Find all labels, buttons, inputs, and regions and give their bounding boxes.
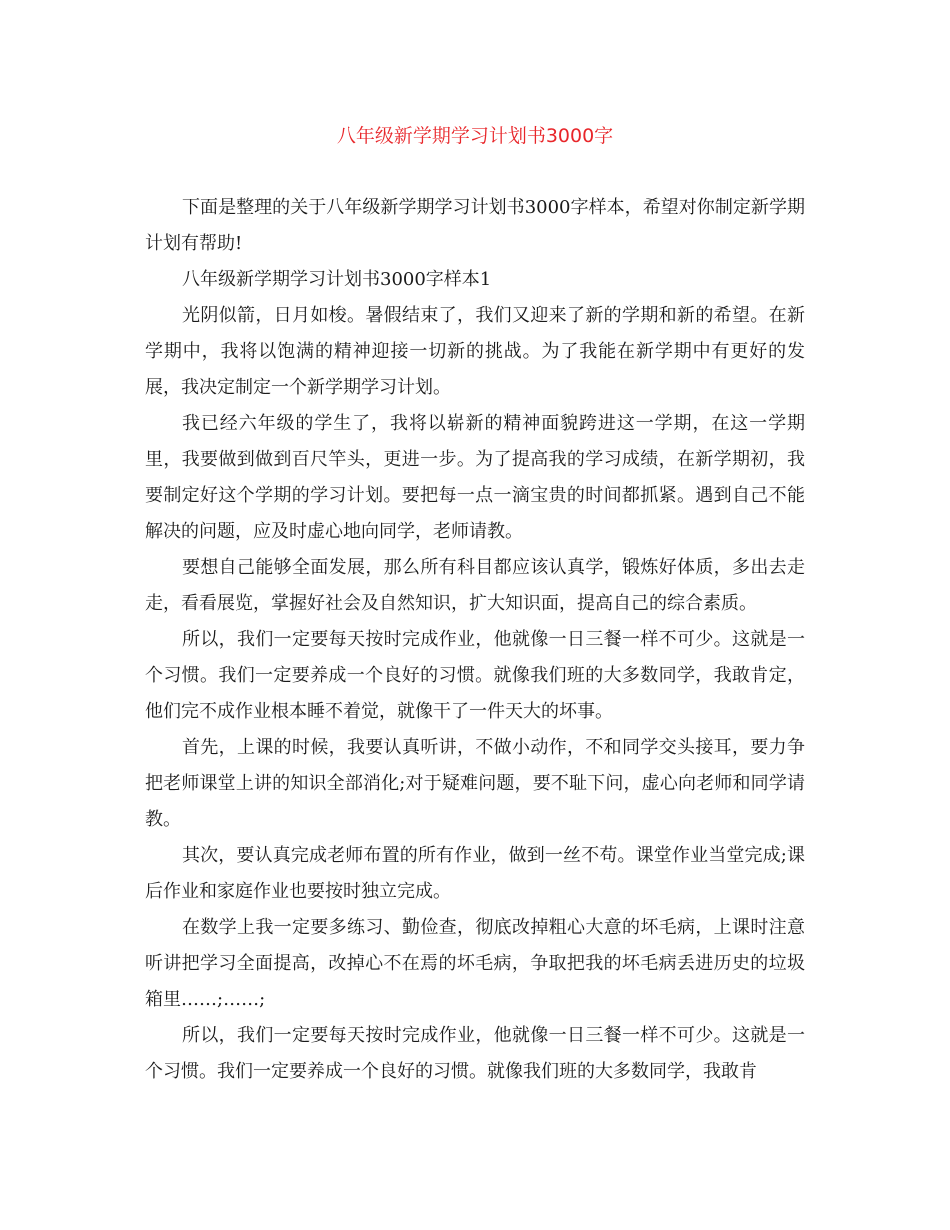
document-title: 八年级新学期学习计划书3000字 bbox=[336, 125, 614, 147]
paragraph: 在数学上我一定要多练习、勤俭查，彻底改掉粗心大意的坏毛病，上课时注意听讲把学习全面提高，改掉心不在焉的坏毛病，争取把我的坏毛病丢进历史的垃圾箱里……;……; bbox=[145, 917, 805, 1010]
paragraph: 其次，要认真完成老师布置的所有作业，做到一丝不苟。课堂作业当堂完成;课后作业和家庭作业也要按时独立完成。 bbox=[145, 845, 805, 902]
paragraph: 所以，我们一定要每天按时完成作业，他就像一日三餐一样不可少。这就是一个习惯。我们一定要养成一个良好的习惯。就像我们班的大多数同学，我敢肯定，他们完不成作业根本睡不着觉，就像干了一件天大的坏事。 bbox=[145, 629, 805, 722]
document-body bbox=[145, 190, 805, 1090]
paragraph-intro: 下面是整理的关于八年级新学期学习计划书3000字样本，希望对你制定新学期计划有帮助! bbox=[145, 197, 805, 254]
paragraph: 光阴似箭，日月如梭。暑假结束了，我们又迎来了新的学期和新的希望。在新学期中，我将以饱满的精神迎接一切新的挑战。为了我能在新学期中有更好的发展，我决定制定一个新学期学习计划。 bbox=[145, 305, 805, 398]
paragraph: 所以，我们一定要每天按时完成作业，他就像一日三餐一样不可少。这就是一个习惯。我们一定要养成一个良好的习惯。就像我们班的大多数同学，我敢肯 bbox=[145, 1025, 805, 1082]
section-heading: 八年级新学期学习计划书3000字样本1 bbox=[182, 269, 492, 290]
paragraph: 我已经六年级的学生了，我将以崭新的精神面貌跨进这一学期，在这一学期里，我要做到做到百尺竿头，更进一步。为了提高我的学习成绩，在新学期初，我要制定好这个学期的学习计划。要把每一点一滴宝贵的时间都抓紧。遇到自己不能解决的问题，应及时虚心地向同学，老师请教。 bbox=[145, 413, 805, 542]
paragraph: 首先，上课的时候，我要认真听讲，不做小动作，不和同学交头接耳，要力争把老师课堂上讲的知识全部消化;对于疑难问题，要不耻下问，虚心向老师和同学请教。 bbox=[145, 737, 805, 830]
paragraph: 要想自己能够全面发展，那么所有科目都应该认真学，锻炼好体质，多出去走走，看看展览，掌握好社会及自然知识，扩大知识面，提高自己的综合素质。 bbox=[145, 557, 805, 614]
